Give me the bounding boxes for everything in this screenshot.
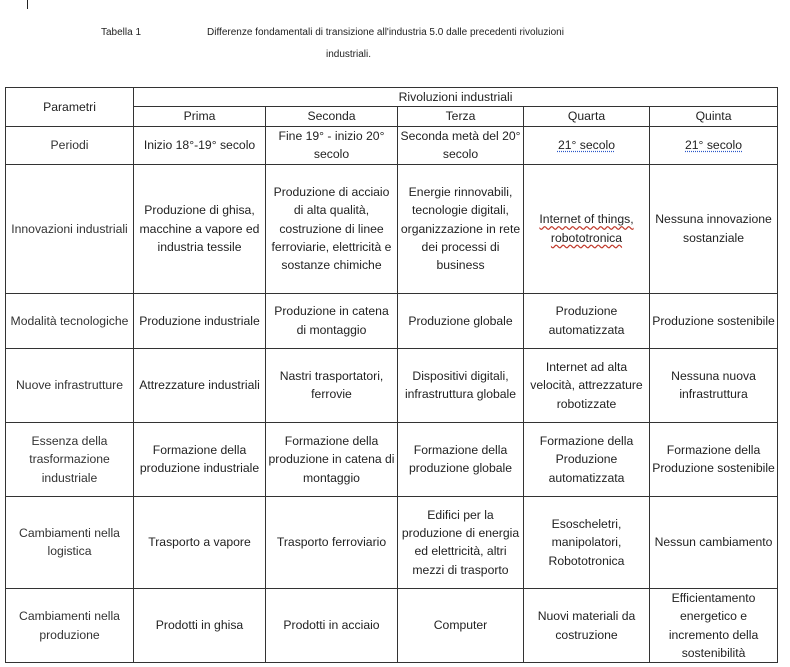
table-cell: Produzione in catena di montaggio xyxy=(266,293,398,348)
table-row xyxy=(6,422,778,496)
table-cell: Produzione di ghisa, macchine a vapore ed industria tessile xyxy=(134,164,266,293)
table-cell: 21° secolo xyxy=(650,126,778,164)
header-col-quarta: Quarta xyxy=(524,107,650,126)
table-row xyxy=(6,496,778,588)
header-rivoluzioni: Rivoluzioni industriali xyxy=(134,88,778,107)
table-cell: Computer xyxy=(398,588,524,663)
table-cell: Internet ad alta velocità, attrezzature robotizzate xyxy=(524,348,650,422)
table-cell: Formazione della Produzione sostenibile xyxy=(650,422,778,496)
table-cell: Fine 19° - inizio 20° secolo xyxy=(266,126,398,164)
row-param: Nuove infrastrutture xyxy=(6,348,134,422)
table-cell: Nessuna innovazione sostanziale xyxy=(650,164,778,293)
table-number: Tabella 1 xyxy=(101,27,142,38)
table-cell: Nessuna nuova infrastruttura xyxy=(650,348,778,422)
table-cell: Nuovi materiali da costruzione xyxy=(524,588,650,663)
table-cell: Inizio 18°-19° secolo xyxy=(134,126,266,164)
table-title-line2: industriali. xyxy=(326,49,372,60)
table-cell: Prodotti in ghisa xyxy=(134,588,266,663)
header-parametri: Parametri xyxy=(6,88,134,127)
table-cell: Produzione industriale xyxy=(134,293,266,348)
table-cell: Nessun cambiamento xyxy=(650,496,778,588)
header-col-prima: Prima xyxy=(134,107,266,126)
table-cell: Energie rinnovabili, tecnologie digitali, organizzazione in rete dei processi di business xyxy=(398,164,524,293)
row-param: Modalità tecnologiche xyxy=(6,293,134,348)
table-row xyxy=(6,126,778,164)
table-title xyxy=(207,22,627,66)
table-cell: Seconda metà del 20° secolo xyxy=(398,126,524,164)
table-cell: Formazione della produzione globale xyxy=(398,422,524,496)
text-cursor xyxy=(27,0,28,9)
table-cell: 21° secolo xyxy=(524,126,650,164)
table-cell: Edifici per la produzione di energia ed elettricità, altri mezzi di trasporto xyxy=(398,496,524,588)
row-param: Innovazioni industriali xyxy=(6,164,134,293)
table-cell: Efficientamento energetico e incremento della sostenibilità xyxy=(650,588,778,663)
table-cell: Internet of things, robototronica xyxy=(524,164,650,293)
table-row xyxy=(6,588,778,663)
table-cell: Formazione della Produzione automatizzata xyxy=(524,422,650,496)
table-row xyxy=(6,348,778,422)
table-cell: Dispositivi digitali, infrastruttura globale xyxy=(398,348,524,422)
table-cell: Produzione sostenibile xyxy=(650,293,778,348)
header-col-terza: Terza xyxy=(398,107,524,126)
header-col-seconda: Seconda xyxy=(266,107,398,126)
table-title-line1: Differenze fondamentali di transizione all'industria 5.0 dalle precedenti rivoluzioni xyxy=(207,27,564,38)
table-cell: Esoscheletri, manipolatori, Robototronica xyxy=(524,496,650,588)
table-cell: Formazione della produzione in catena di montaggio xyxy=(266,422,398,496)
table-cell: Produzione automatizzata xyxy=(524,293,650,348)
table-cell: Produzione di acciaio di alta qualità, costruzione di linee ferroviarie, elettricità e sostanze chimiche xyxy=(266,164,398,293)
table-row xyxy=(6,164,778,293)
row-param: Essenza della trasformazione industriale xyxy=(6,422,134,496)
table-cell: Nastri trasportatori, ferrovie xyxy=(266,348,398,422)
header-col-quinta: Quinta xyxy=(650,107,778,126)
table-cell: Trasporto a vapore xyxy=(134,496,266,588)
row-param: Cambiamenti nella produzione xyxy=(6,588,134,663)
table-cell: Formazione della produzione industriale xyxy=(134,422,266,496)
table-cell: Trasporto ferroviario xyxy=(266,496,398,588)
table-cell: Attrezzature industriali xyxy=(134,348,266,422)
revolutions-table xyxy=(5,87,778,663)
row-param: Cambiamenti nella logistica xyxy=(6,496,134,588)
table-row xyxy=(6,293,778,348)
table-cell: Prodotti in acciaio xyxy=(266,588,398,663)
table-cell: Produzione globale xyxy=(398,293,524,348)
row-param: Periodi xyxy=(6,126,134,164)
